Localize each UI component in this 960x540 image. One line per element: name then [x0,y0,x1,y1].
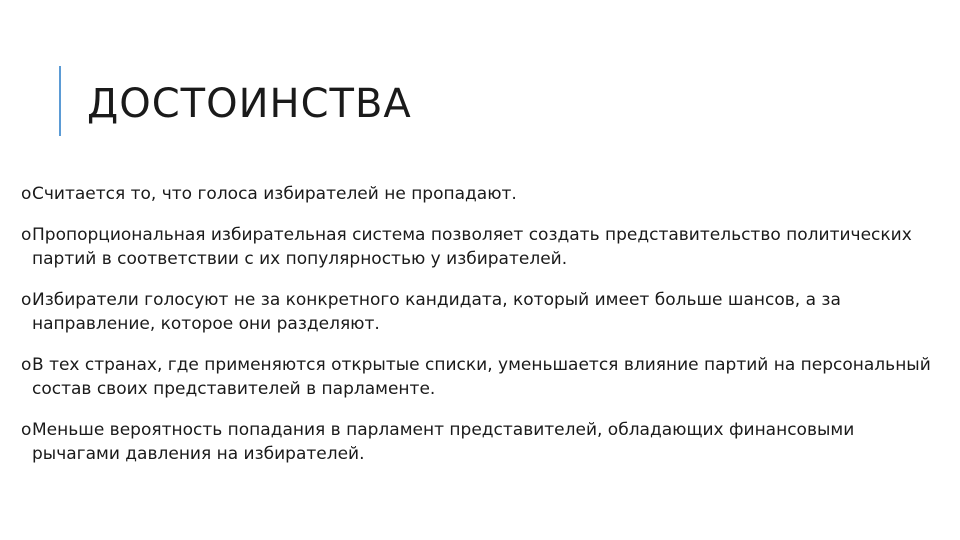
bullet-text: Меньше вероятность попадания в парламент представителей, обладающих финансовыми рычагами давления на избирателей. [32,420,855,464]
bullet-marker-icon: o [21,420,32,440]
bullet-item [21,353,931,401]
bullet-text: Пропорциональная избирательная система позволяет создать представительство политических партий в соответствии с их популярностью у избирателей. [32,225,912,269]
slide-title: ДОСТОИНСТВА [87,81,412,127]
bullet-text: В тех странах, где применяются открытые списки, уменьшается влияние партий на персональный состав своих представителей в парламенте. [32,355,931,399]
bullet-text: Считается то, что голоса избирателей не пропадают. [32,184,517,204]
bullet-item [21,223,931,271]
bullet-marker-icon: o [21,290,32,310]
bullet-marker-icon: o [21,184,32,204]
bullet-item [21,288,931,336]
bullet-marker-icon: o [21,225,32,245]
bullet-list [21,182,931,483]
bullet-item [21,418,931,466]
bullet-item [21,182,931,206]
bullet-marker-icon: o [21,355,32,375]
title-accent-bar [59,66,61,136]
bullet-text: Избиратели голосуют не за конкретного кандидата, который имеет больше шансов, а за направление, которое они разделяют. [32,290,841,334]
